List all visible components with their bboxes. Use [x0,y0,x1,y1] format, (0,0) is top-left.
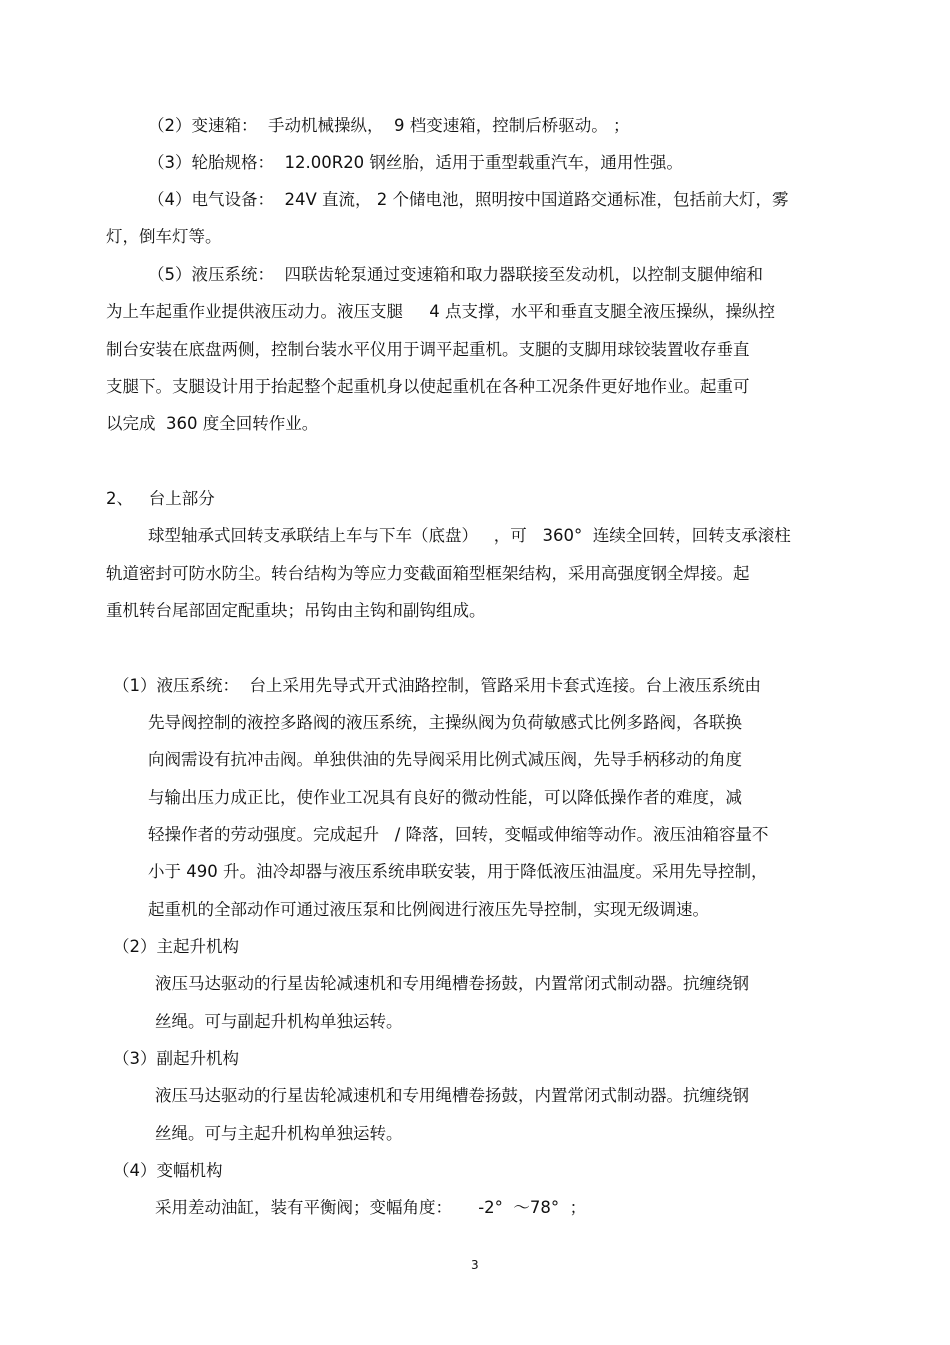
hydraulic-text-line: 起重机的全部动作可通过液压泵和比例阀进行液压先导控制，实现无级调速。 [148,900,709,919]
hydraulic-text-line: 小于 490 升。油冷却器与液压系统串联安装，用于降低液压油温度。采用先导控制， [148,862,768,881]
hydraulic-text-line: 先导阀控制的液控多路阀的液压系统，主操纵阀为负荷敏感式比例多路阀，各联换 [148,713,742,732]
luffing-heading: （4）变幅机构 [113,1161,223,1180]
tire-line: （3）轮胎规格： 12.00R20 钢丝胎，适用于重型载重汽车，通用性强。 [148,153,683,172]
page-number: 3 [471,1258,479,1272]
main-hoist-text-line: 丝绳。可与副起升机构单独运转。 [155,1012,403,1031]
hydraulic-text-line: 与输出压力成正比，使作业工况具有良好的微动性能，可以降低操作者的难度，减 [148,788,742,807]
electric-line: 灯，倒车灯等。 [106,227,222,246]
hydraulic-line: 为上车起重作业提供液压动力。液压支腿 4 点支撑，水平和垂直支腿全液压操纵，操纵控 [106,302,775,321]
hydraulic-line: 以完成 360 度全回转作业。 [106,414,319,433]
intro-line: 重机转台尾部固定配重块；吊钩由主钩和副钩组成。 [106,601,486,620]
hydraulic-line: 制台安装在底盘两侧，控制台装水平仪用于调平起重机。支腿的支脚用球铰装置收存垂直 [106,340,750,359]
aux-hoist-heading: （3）副起升机构 [113,1049,239,1068]
hydraulic-text-line: 轻操作者的劳动强度。完成起升 / 降落，回转，变幅或伸缩等动作。液压油箱容量不 [148,825,769,844]
gearbox-line: （2）变速箱： 手动机械操纵， 9 档变速箱，控制后桥驱动。 ； [148,116,630,135]
luffing-text-line: 采用差动油缸，装有平衡阀；变幅角度： -2° ～78° ； [155,1198,587,1217]
hydraulic-heading: （1）液压系统： 台上采用先导式开式油路控制，管路采用卡套式连接。台上液压系统由 [113,676,761,695]
intro-line: 球型轴承式回转支承联结上车与下车（底盘） ，可 360° 连续全回转，回转支承滚柱 [148,526,791,545]
electric-line: （4）电气设备： 24V 直流， 2 个储电池，照明按中国道路交通标准，包括前大灯，雾 [148,190,789,209]
intro-line: 轨道密封可防水防尘。转台结构为等应力变截面箱型框架结构，采用高强度钢全焊接。起 [106,564,750,583]
hydraulic-text-line: 向阀需设有抗冲击阀。单独供油的先导阀采用比例式减压阀，先导手柄移动的角度 [148,750,742,769]
aux-hoist-text-line: 丝绳。可与主起升机构单独运转。 [155,1124,403,1143]
section-heading: 2、 台上部分 [106,489,215,508]
hydraulic-line: 支腿下。支腿设计用于抬起整个起重机身以使起重机在各种工况条件更好地作业。起重可 [106,377,750,396]
main-hoist-heading: （2）主起升机构 [113,937,239,956]
aux-hoist-text-line: 液压马达驱动的行星齿轮减速机和专用绳槽卷扬鼓，内置常闭式制动器。抗缠绕钢 [155,1086,749,1105]
hydraulic-line: （5）液压系统： 四联齿轮泵通过变速箱和取力器联接至发动机，以控制支腿伸缩和 [148,265,763,284]
main-hoist-text-line: 液压马达驱动的行星齿轮减速机和专用绳槽卷扬鼓，内置常闭式制动器。抗缠绕钢 [155,974,749,993]
